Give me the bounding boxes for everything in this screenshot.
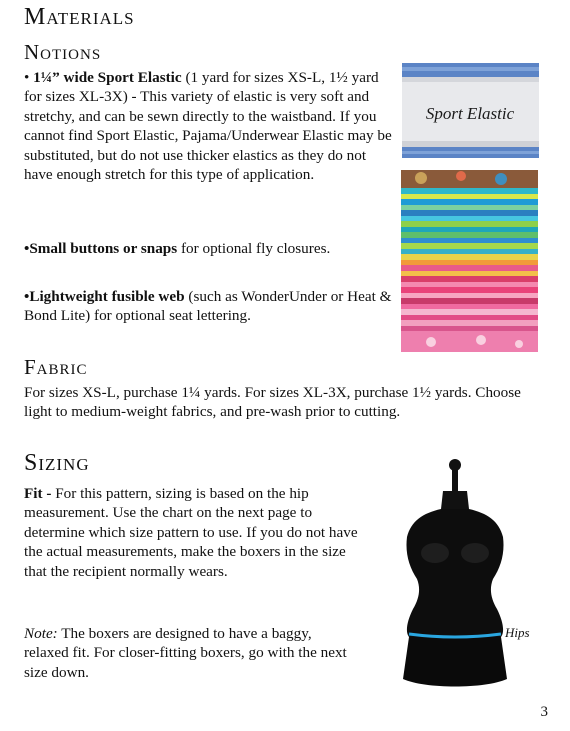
fit-paragraph <box>24 484 369 581</box>
dress-form-image <box>395 457 545 695</box>
notion-sport-elastic-title: 1¼” wide Sport Elastic <box>33 69 182 86</box>
note-label: Note: <box>24 625 58 642</box>
fit-label: Fit - <box>24 485 52 502</box>
notion-bullet: • <box>24 69 34 86</box>
fit-text: For this pattern, sizing is based on the hip measurement. Use the chart on the next page to determine which size pattern to use. If you do not have the actual measurements, make the boxers in the size that the recipient normally wears. <box>24 485 358 580</box>
notion-fusible-web-title: •Lightweight fusible web <box>24 288 185 305</box>
notion-sport-elastic-text: (1 yard for sizes XS-L, 1½ yard for sizes XL-3X) - This variety of elastic is very soft and stretchy, and can be sewn directly to the waistband. If you cannot find Sport Elastic, Pajama/Underwear Elastic may be substituted, but do not use thicker elastics as they do not have enough stretch for this type of application. <box>24 69 392 184</box>
fabric-heading: Fabric <box>24 355 88 379</box>
notion-sport-elastic <box>24 68 392 184</box>
fabric-stack-photo <box>401 170 538 352</box>
hips-label: Hips <box>505 625 530 640</box>
notion-fusible-web <box>24 287 399 326</box>
notion-buttons <box>24 239 369 258</box>
notion-buttons-title: •Small buttons or snaps <box>24 240 178 257</box>
notion-fusible-web-text: (such as WonderUnder or Heat & Bond Lite) for optional seat lettering. <box>24 288 392 325</box>
materials-heading: Materials <box>24 4 135 30</box>
notion-buttons-text: for optional fly closures. <box>177 240 331 257</box>
page-number: 3 <box>540 704 548 720</box>
note-paragraph <box>24 624 354 682</box>
sport-elastic-label: Sport Elastic <box>425 104 515 123</box>
notions-heading: Notions <box>24 40 102 64</box>
sizing-heading: Sizing <box>24 450 90 476</box>
sport-elastic-photo <box>402 63 539 158</box>
fabric-text: For sizes XS-L, purchase 1¼ yards. For sizes XL-3X, purchase 1½ yards. Choose light to medium-weight fabrics, and pre-wash prior to cutting. <box>24 384 521 421</box>
note-text: The boxers are designed to have a baggy, relaxed fit. For closer-fitting boxers, go with the next size down. <box>24 625 347 681</box>
